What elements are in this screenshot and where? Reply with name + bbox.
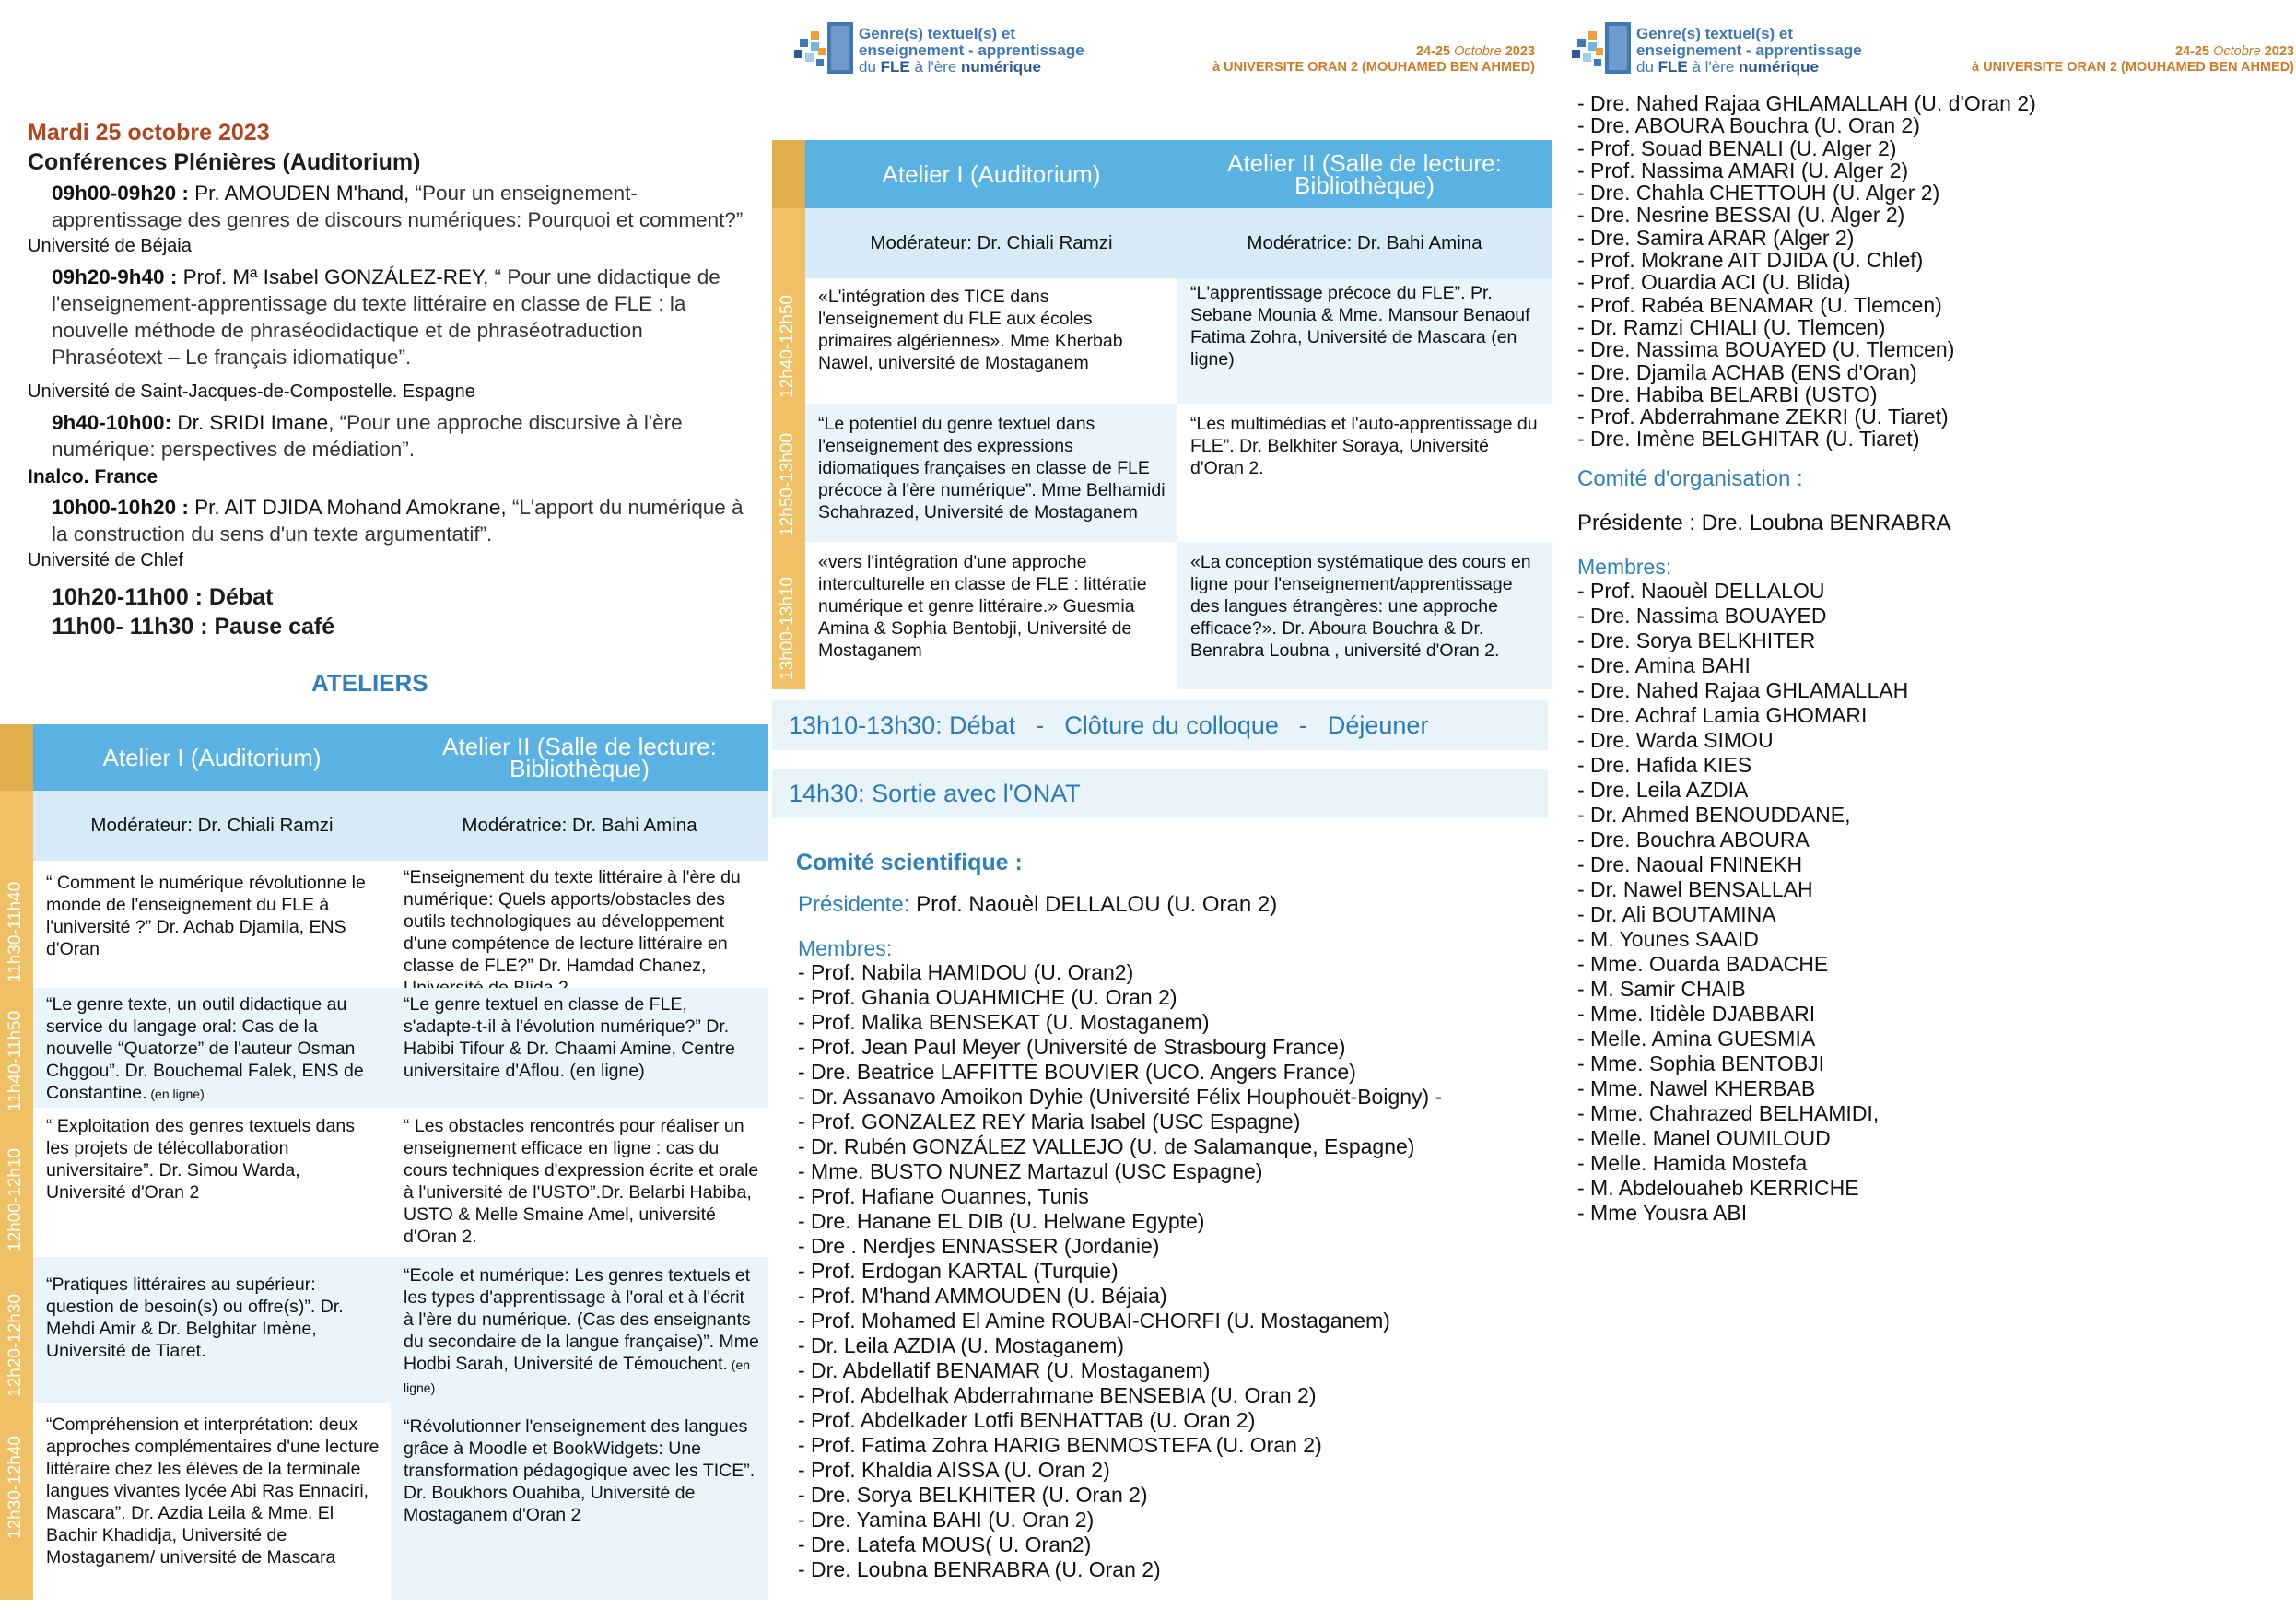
colloquium-logo-icon [1568, 18, 1634, 77]
table-strip [772, 140, 805, 208]
ateliers-heading: ATELIERS [311, 669, 428, 697]
list-item: - Prof. Nabila HAMIDOU (U. Oran2) [798, 960, 1134, 984]
time-label: 12h00-12h10 [6, 1148, 25, 1251]
list-item: - Prof. Ouardia ACI (U. Blida) [1577, 270, 1851, 295]
scientific-committee-heading: Comité scientifique : [796, 850, 1023, 875]
list-item: - Dre. Nahed Rajaa GHLAMALLAH (U. d'Oran 2) [1577, 91, 2036, 115]
table-cell: “ Exploitation des genres textuels dans les projets de télécollaboration universitaire”. Dr. Simou Warda, Université d'Oran 2 [46, 1116, 355, 1203]
table-cell: «La conception systématique des cours en ligne pour l'enseignement/apprentissage des langues étrangères: une approche efficace?». Dr. Aboura Bouchra & Dr. Benrabra Loubna , université d'Oran 2. [1177, 542, 1552, 689]
list-item: - Mme Yousra ABI [1577, 1201, 1748, 1225]
table-cell: “Compréhension et interprétation: deux approches complémentaires d'une lecture littéraire chez les élèves de la terminale langues vivantes lycée Abi Ras Ennaciri, Mascara”. Dr. Azdia Leila & Mme. El Bachir Khadidja, Université de Mostaganem/ université de Mascara [46, 1415, 380, 1568]
moderator-1: Modérateur: Dr. Chiali Ramzi [805, 208, 1177, 278]
list-item: - M. Abdelouaheb KERRICHE [1577, 1176, 1859, 1200]
list-item: - M. Samir CHAIB [1577, 977, 1746, 1001]
list-item: - Prof. Naouèl DELLALOU [1577, 579, 1825, 603]
list-item: - Prof. Abdelkader Lotfi BENHATTAB (U. Oran 2) [798, 1408, 1256, 1432]
header-atelier-1: Atelier I (Auditorium) [33, 724, 391, 791]
list-item: - Dre. Habiba BELARBI (USTO) [1577, 382, 1878, 406]
list-item: - Dre. Imène BELGHITAR (U. Tiaret) [1577, 427, 1920, 452]
list-item: - Dre. Nahed Rajaa GHLAMALLAH [1577, 678, 1909, 702]
list-item: - Dre. Bouchra ABOURA [1577, 828, 1810, 851]
list-item: - Dre. Yamina BAHI (U. Oran 2) [798, 1508, 1095, 1532]
list-item: - Prof. Jean Paul Meyer (Université de Strasbourg France) [798, 1035, 1346, 1059]
talk-institution: Inalco. France [28, 466, 158, 487]
list-item: - Prof. Rabéa BENAMAR (U. Tlemcen) [1577, 292, 1942, 317]
time-label: 12h40-12h50 [778, 295, 797, 398]
table-cell: “Le genre textuel en classe de FLE, s'adapte-t-il à l'évolution numérique?” Dr. Habibi Tifour & Dr. Chaami Amine, Centre universitaire d'Aflou. (en ligne) [391, 988, 768, 1108]
time-label: 11h40-11h50 [6, 1010, 25, 1111]
table-strip [0, 724, 33, 791]
list-item: - Mme. Ouarda BADACHE [1577, 952, 1829, 976]
list-item: - Prof. Souad BENALI (U. Alger 2) [1577, 135, 1897, 160]
list-item: - Dre. Sorya BELKHITER [1577, 628, 1816, 652]
plenary-talk: 10h00-10h20 : Pr. AIT DJIDA Mohand Amokrane, “L'apport du numérique à la construction du sens d'un texte argumentatif”. [52, 496, 744, 546]
list-item: - Prof. Khaldia AISSA (U. Oran 2) [798, 1458, 1110, 1482]
list-item: - Mme. Nawel KHERBAB [1577, 1076, 1816, 1100]
workshop-table-1 [0, 724, 768, 1605]
list-item: - Dre. Sorya BELKHITER (U. Oran 2) [798, 1483, 1148, 1507]
list-item: - Dr. Ahmed BENOUDDANE, [1577, 803, 1851, 827]
list-item: - Dre. Warda SIMOU [1577, 728, 1774, 752]
talk-institution: Université de Saint-Jacques-de-Compostelle. Espagne [28, 382, 475, 402]
list-item: - Prof. Abdelhak Abderrahmane BENSEBIA (U. Oran 2) [798, 1383, 1317, 1407]
colloquium-logo-icon [791, 18, 857, 77]
workshop-table-2 [772, 140, 1552, 689]
header-title: Genre(s) textuel(s) et enseignement - apprentissage du FLE à l'ère numérique [859, 25, 1084, 76]
scientific-members-list [798, 960, 1442, 1582]
time-label: 12h50-13h00 [778, 433, 797, 536]
list-item: - Prof. Nassima AMARI (U. Alger 2) [1577, 158, 1909, 182]
list-item: - Dre. Hafida KIES [1577, 753, 1752, 777]
list-item: - Melle. Hamida Mostefa [1577, 1151, 1808, 1175]
header-right [1568, 18, 2294, 83]
list-item: - Dr. Rubén GONZÁLEZ VALLEJO (U. de Salamanque, Espagne) [798, 1134, 1415, 1158]
table-cell: “Le potentiel du genre textuel dans l'enseignement des expressions idiomatiques françaises en classe de FLE précoce à l'ère numérique”. Mme Belhamidi Schahrazed, Université de Mostaganem [805, 404, 1177, 542]
list-item: - Mme. Sophia BENTOBJI [1577, 1051, 1824, 1075]
list-item: - Dre. Samira ARAR (Alger 2) [1577, 225, 1855, 250]
debate-slot: 10h20-11h00 : Débat [52, 584, 274, 610]
talk-institution: Université de Béjaia [28, 236, 192, 256]
list-item: - Dre. Djamila ACHAB (ENS d'Oran) [1577, 359, 1917, 384]
time-label: 11h30-11h40 [6, 881, 25, 982]
list-item: - Prof. Hafiane Ouannes, Tunis [798, 1184, 1089, 1208]
list-item: - Dr. Ali BOUTAMINA [1577, 902, 1776, 926]
header-date: 24-25 Octobre 2023 à UNIVERSITE ORAN 2 (MOUHAMED BEN AHMED) [1972, 44, 2294, 75]
list-item: - Prof. Fatima Zohra HARIG BENMOSTEFA (U. Oran 2) [798, 1433, 1322, 1457]
table-cell: “Pratiques littéraires au supérieur: question de besoin(s) ou offre(s)”. Dr. Mehdi Amir & Dr. Belghitar Imène, Université de Tiaret. [33, 1257, 391, 1403]
moderator-1: Modérateur: Dr. Chiali Ramzi [33, 791, 391, 861]
list-item: - Dre. Beatrice LAFFITTE BOUVIER (UCO. Angers France) [798, 1060, 1356, 1084]
list-item: - Prof. M'hand AMMOUDEN (U. Béjaia) [798, 1284, 1167, 1308]
organisation-president: Présidente : Dre. Loubna BENRABRA [1577, 511, 1951, 535]
list-item: - Dre. Leila AZDIA [1577, 778, 1749, 802]
scientific-members-heading: Membres: [798, 936, 893, 960]
header-title: Genre(s) textuel(s) et enseignement - apprentissage du FLE à l'ère numérique [1636, 25, 1862, 76]
plenary-heading: Conférences Plénières (Auditorium) [28, 149, 421, 175]
table-cell: «L'intégration des TICE dans l'enseignement du FLE aux écoles primaires algériennes». Mme Kherbab Nawel, université de Mostaganem [818, 287, 1123, 373]
list-item: - Melle. Manel OUMILOUD [1577, 1126, 1831, 1150]
time-label: 12h30-12h40 [6, 1436, 25, 1539]
list-item: - Mme. BUSTO NUNEZ Martazul (USC Espagne) [798, 1159, 1263, 1183]
header-atelier-2: Atelier II (Salle de lecture: Bibliothèque) [1177, 140, 1552, 208]
list-item: - Dre. Nassima BOUAYED [1577, 604, 1827, 628]
list-item: - Prof. Erdogan KARTAL (Turquie) [798, 1259, 1119, 1283]
list-item: - Prof. Mohamed El Amine ROUBAI-CHORFI (U. Mostaganem) [798, 1309, 1390, 1333]
list-item: - Dre. Nesrine BESSAI (U. Alger 2) [1577, 203, 1905, 228]
list-item: - Melle. Amina GUESMIA [1577, 1027, 1816, 1051]
organisation-committee-heading: Comité d'organisation : [1577, 466, 1803, 491]
plenary-talk: 9h40-10h00: Dr. SRIDI Imane, “Pour une approche discursive à l'ère numérique: perspectives de médiation”. [52, 411, 683, 461]
coffee-break-slot: 11h00- 11h30 : Pause café [52, 614, 335, 640]
plenary-talk: 09h00-09h20 : Pr. AMOUDEN M'hand, “Pour un enseignement-apprentissage des genres de discours numériques: Pourquoi et comment?” [52, 182, 744, 231]
scientific-president: Présidente: Prof. Naouèl DELLALOU (U. Oran 2) [798, 892, 1278, 917]
list-item: - Dre. Chahla CHETTOUH (U. Alger 2) [1577, 181, 1940, 206]
outing-band: 14h30: Sortie avec l'ONAT [772, 769, 1548, 818]
table-cell: “Révolutionner l'enseignement des langues grâce à Moodle et BookWidgets: Une transformation pédagogique avec les TICE”. Dr. Boukhors Ouahiba, Université de Mostaganem d'Oran 2 [391, 1403, 768, 1600]
list-item: - Prof. GONZALEZ REY Maria Isabel (USC Espagne) [798, 1110, 1301, 1133]
list-item: - Dre. Loubna BENRABRA (U. Oran 2) [798, 1557, 1161, 1581]
list-item: - Prof. Mokrane AIT DJIDA (U. Chlef) [1577, 248, 1924, 273]
list-item: - Dre. Hanane EL DIB (U. Helwane Egypte) [798, 1209, 1205, 1233]
list-item: - Dre. ABOURA Bouchra (U. Oran 2) [1577, 113, 1920, 138]
list-item: - Dr. Assanavo Amoikon Dyhie (Université Félix Houphouët-Boigny) - [798, 1085, 1443, 1109]
header-atelier-2: Atelier II (Salle de lecture: Bibliothèque) [391, 724, 768, 791]
list-item: - Dre. Latefa MOUS( U. Oran2) [798, 1533, 1092, 1556]
table-cell: “ Les obstacles rencontrés pour réaliser un enseignement efficace en ligne : cas du cours techniques d'expression écrite et orale à l'université de l'USTO”.Dr. Belarbi Habiba, USTO & Melle Smaine Amel, université d'Oran 2. [404, 1116, 759, 1247]
list-item: - Dre. Amina BAHI [1577, 653, 1751, 677]
table-cell: “L'apprentissage précoce du FLE”. Pr. Sebane Mounia & Mme. Mansour Benaouf Fatima Zohra, Université de Mascara (en ligne) [1177, 278, 1552, 404]
closing-band: 13h10-13h30: Débat - Clôture du colloque - Déjeuner [772, 700, 1548, 750]
table-cell: «vers l'intégration d'une approche interculturelle en classe de FLE : littératie numérique et genre littéraire.» Guesmia Amina & Sophia Bentobji, Université de Mostaganem [818, 552, 1147, 661]
table-cell: “Ecole et numérique: Les genres textuels et les types d'apprentissage à l'oral et à l'écrit à l'ère du numérique. (Cas des enseignants du secondaire de la langue française)”. Mme Hodbi Sarah, Université de Témouchent. (en ligne) [391, 1257, 768, 1403]
list-item: - M. Younes SAAID [1577, 927, 1759, 951]
list-item: - Dr. Nawel BENSALLAH [1577, 877, 1813, 901]
list-item: - Dr. Leila AZDIA (U. Mostaganem) [798, 1333, 1125, 1357]
list-item: - Dr. Ramzi CHIALI (U. Tlemcen) [1577, 314, 1886, 339]
moderator-2: Modératrice: Dr. Bahi Amina [391, 791, 768, 861]
list-item: - Dre. Nassima BOUAYED (U. Tlemcen) [1577, 337, 1955, 362]
talk-institution: Université de Chlef [28, 550, 183, 570]
header-atelier-1: Atelier I (Auditorium) [805, 140, 1177, 208]
table-cell: “Enseignement du texte littéraire à l'ère du numérique: Quels apports/obstacles des outils technologiques au développement d'une compétence de lecture littéraire en classe de FLE?” Dr. Hamdad Chanez, [404, 867, 741, 976]
header-date: 24-25 Octobre 2023 à UNIVERSITE ORAN 2 (MOUHAMED BEN AHMED) [1212, 44, 1535, 75]
table-cell: “Les multimédias et l'auto-apprentissage du FLE”. Dr. Belkhiter Soraya, Université d'Oran 2. [1190, 414, 1538, 478]
list-item: - Dre. Naoual FNINEKH [1577, 852, 1803, 876]
list-item: - Prof. Ghania OUAHMICHE (U. Oran 2) [798, 985, 1177, 1009]
list-item: - Prof. Malika BENSEKAT (U. Mostaganem) [798, 1010, 1210, 1034]
table-cell: “ Comment le numérique révolutionne le monde de l'enseignement du FLE à l'université ?” Dr. Achab Djamila, ENS d'Oran [46, 873, 366, 959]
list-item: - Dr. Abdellatif BENAMAR (U. Mostaganem) [798, 1358, 1211, 1382]
list-item: - Mme. Itidèle DJABBARI [1577, 1002, 1816, 1026]
scientific-members-list-continued [1577, 92, 2036, 451]
list-item: - Mme. Chahrazed BELHAMIDI, [1577, 1101, 1880, 1125]
list-item: - Dre . Nerdjes ENNASSER (Jordanie) [798, 1234, 1160, 1258]
plenary-talk: 09h20-9h40 : Prof. Mª Isabel GONZÁLEZ-REY, “ Pour une didactique de l'enseignement-apprentissage du texte littéraire en classe de FLE : la nouvelle méthode de phraséodidactique et de phraséotraduction Phraséotext – Le français idiomatique”. [52, 265, 720, 369]
list-item: - Dre. Achraf Lamia GHOMARI [1577, 703, 1868, 727]
time-label: 13h00-13h10 [778, 577, 797, 680]
list-item: - Prof. Abderrahmane ZEKRI (U. Tiaret) [1577, 405, 1949, 429]
time-label: 12h20-12h30 [6, 1294, 25, 1397]
moderator-2: Modératrice: Dr. Bahi Amina [1177, 208, 1552, 278]
organisation-members-heading: Membres: [1577, 555, 1672, 579]
organisation-members-list [1577, 579, 1908, 1226]
header-middle [791, 18, 1535, 83]
day-title: Mardi 25 octobre 2023 [28, 120, 270, 146]
table-cell: “Le genre texte, un outil didactique au service du langage oral: Cas de la nouvelle “Quatorze” de l'auteur Osman Chggou”. Dr. Bouchemal Falek, ENS de Constantine. (en ligne) [33, 988, 391, 1108]
